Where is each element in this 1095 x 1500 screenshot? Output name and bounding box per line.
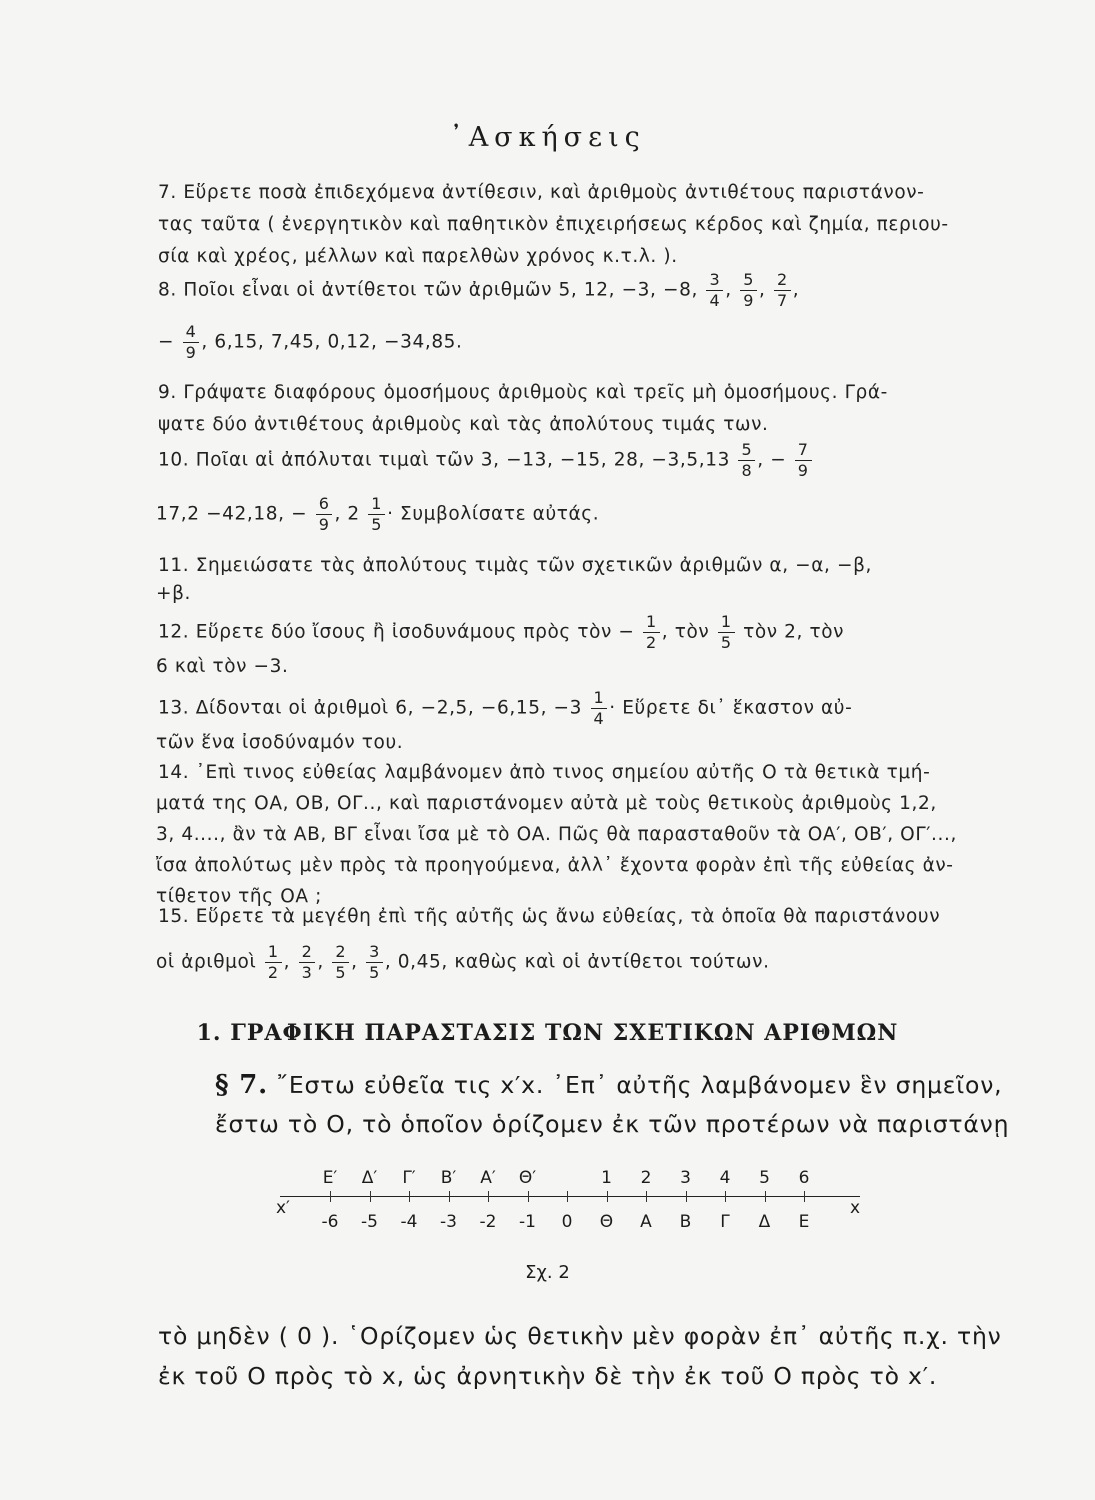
fraction: $\frac{2}{3}$: [299, 942, 316, 983]
tick-label-top: 4: [719, 1168, 731, 1188]
axis-tick: [725, 1191, 726, 1202]
fraction: $\frac{2}{5}$: [332, 942, 349, 983]
ex8-text: 8. Ποῖοι εἶναι οἱ ἀντίθετοι τῶν ἀριθμῶν 5, 12, −3, −8,: [158, 279, 698, 301]
ex12-line1: 12. Εὕρετε δύο ἴσους ἢ ἰσοδυνάμους πρὸς τὸν − $\frac{1}{2}$ , τὸν $\frac{1}{5}$ τὸν 2, τὸν: [158, 612, 845, 652]
ex7-line1: 7. Εὕρετε ποσὰ ἐπιδεχόμενα ἀντίθεσιν, καὶ ἀριθμοὺς ἀντιθέτους παριστάνον-: [158, 182, 925, 203]
para7-line1: § 7. ῎Εστω εὐθεῖα τις x′x. ᾿Επ᾿ αὐτῆς λαμβάνομεν ἓν σημεῖον,: [215, 1070, 1003, 1100]
ex8-rest: , 6,15, 7,45, 0,12, −34,85.: [201, 331, 463, 353]
tick-label-top: Β′: [440, 1168, 457, 1188]
axis-tick: [567, 1191, 568, 1202]
tick-label-bottom: Β: [679, 1212, 692, 1232]
fraction: $\frac{1}{2}$: [643, 612, 660, 653]
tick-label-bottom: 0: [561, 1212, 573, 1232]
tick-label-bottom: -5: [361, 1212, 378, 1232]
fraction: $\frac{1}{4}$: [591, 688, 608, 729]
para7-line2: ἔστω τὸ Ο, τὸ ὁποῖον ὁρίζομεν ἐκ τῶν προτέρων νὰ παριστάνῃ: [215, 1110, 1010, 1138]
axis-left-label: x′: [276, 1198, 290, 1218]
axis-tick: [528, 1191, 529, 1202]
ex10-line2: 17,2 −42,18, − $\frac{6}{9}$ , 2 $\frac{1}{5}$ · Συμβολίσατε αὐτάς.: [156, 494, 600, 534]
fraction: $\frac{7}{9}$: [795, 440, 812, 481]
ex14-line5: τίθετον τῆς ΟΑ ;: [156, 886, 322, 907]
tick-label-bottom: Γ: [720, 1212, 730, 1232]
fraction: $\frac{4}{9}$: [183, 322, 200, 363]
tick-label-top: 1: [601, 1168, 612, 1188]
tick-label-bottom: -2: [479, 1212, 497, 1232]
section-title: 1. ΓΡΑΦΙΚΗ ΠΑΡΑΣΤΑΣΙΣ ΤΩΝ ΣΧΕΤΙΚΩΝ ΑΡΙΘΜΩΝ: [196, 1020, 899, 1046]
ex15-line1: 15. Εὕρετε τὰ μεγέθη ἐπὶ τῆς αὐτῆς ὡς ἄνω εὐθείας, τὰ ὁποῖα θὰ παριστάνουν: [158, 906, 941, 927]
tick-label-top: Θ′: [518, 1168, 537, 1188]
ex13-line1: 13. Δίδονται οἱ ἀριθμοὶ 6, −2,5, −6,15, −3 $\frac{1}{4}$ · Εὕρετε δι᾿ ἕκαστον αὐ-: [158, 688, 853, 728]
closing-line2: ἐκ τοῦ Ο πρὸς τὸ x, ὡς ἀρνητικὴν δὲ τὴν ἐκ τοῦ Ο πρὸς τὸ x′.: [158, 1362, 938, 1390]
ex8-line1: 8. Ποῖοι εἶναι οἱ ἀντίθετοι τῶν ἀριθμῶν 5, 12, −3, −8, $\frac{3}{4}$ , $\frac{5}{9}$ , $\frac{2}{7}$ ,: [158, 270, 800, 310]
axis-tick: [607, 1191, 608, 1202]
axis-tick: [765, 1191, 766, 1202]
axis-tick: [370, 1191, 371, 1202]
fraction: $\frac{5}{9}$: [740, 270, 757, 311]
tick-label-top: Δ′: [361, 1168, 378, 1188]
ex8-line2: − $\frac{4}{9}$ , 6,15, 7,45, 0,12, −34,85.: [158, 322, 463, 362]
axis-tick: [330, 1191, 331, 1202]
ex10-line1: 10. Ποῖαι αἱ ἀπόλυται τιμαὶ τῶν 3, −13, −15, 28, −3,5,13 $\frac{5}{8}$ , − $\frac{7}{9}$: [158, 440, 814, 481]
axis-tick: [409, 1191, 410, 1202]
ex9-line1: 9. Γράψατε διαφόρους ὁμοσήμους ἀριθμοὺς καὶ τρεῖς μὴ ὁμοσήμους. Γρά-: [158, 382, 888, 403]
exercises-heading: ᾿Ασκήσεις: [449, 122, 646, 153]
axis-right-label: x: [850, 1198, 861, 1218]
fraction: $\frac{1}{2}$: [265, 942, 282, 983]
fraction: $\frac{6}{9}$: [316, 494, 333, 535]
tick-label-bottom: Ε: [798, 1212, 810, 1232]
axis-tick: [686, 1191, 687, 1202]
tick-label-top: 2: [640, 1168, 652, 1188]
axis-tick: [804, 1191, 805, 1202]
fraction: $\frac{5}{8}$: [738, 440, 755, 481]
tick-label-bottom: Α: [640, 1212, 652, 1232]
axis-tick: [646, 1191, 647, 1202]
tick-label-top: Ε′: [322, 1168, 338, 1188]
tick-label-bottom: -4: [400, 1212, 418, 1232]
tick-label-top: Γ′: [402, 1168, 416, 1188]
fraction: $\frac{2}{7}$: [774, 270, 791, 311]
fraction: $\frac{1}{5}$: [718, 612, 735, 653]
ex14-line4: ἴσα ἀπολύτως μὲν πρὸς τὰ προηγούμενα, ἀλλ᾿ ἔχοντα φορὰν ἐπὶ τῆς εὐθείας ἀν-: [156, 855, 954, 876]
fraction: $\frac{1}{5}$: [368, 494, 385, 535]
ex14-line2: ματά της ΟΑ, ΟΒ, ΟΓ.., καὶ παριστάνομεν αὐτὰ μὲ τοὺς θετικοὺς ἀριθμοὺς 1,2,: [156, 793, 937, 814]
ex11-line2: +β.: [156, 583, 191, 604]
tick-label-top: 6: [798, 1168, 810, 1188]
tick-label-bottom: -1: [519, 1212, 536, 1232]
tick-label-top: 3: [680, 1168, 691, 1188]
ex14-line1: 14. ᾿Επὶ τινος εὐθείας λαμβάνομεν ἀπὸ τινος σημείου αὐτῆς Ο τὰ θετικὰ τμή-: [158, 762, 931, 783]
ex14-line3: 3, 4...., ἂν τὰ ΑΒ, ΒΓ εἶναι ἴσα μὲ τὸ ΟΑ. Πῶς θὰ παρασταθοῦν τὰ ΟΑ′, ΟΒ′, ΟΓ′...,: [156, 824, 957, 845]
tick-label-top: 5: [759, 1168, 770, 1188]
ex7-line3: σία καὶ χρέος, μέλλων καὶ παρελθὼν χρόνος κ.τ.λ. ).: [158, 246, 678, 267]
tick-label-top: Α′: [480, 1168, 496, 1188]
fraction: $\frac{3}{5}$: [366, 942, 383, 983]
ex15-line2: οἱ ἀριθμοὶ $\frac{1}{2}$ , $\frac{2}{3}$ , $\frac{2}{5}$ , $\frac{3}{5}$ , 0,45, καθὼς καὶ οἱ ἀντίθετοι τούτων.: [156, 942, 770, 982]
axis-line: [280, 1196, 860, 1197]
figure-caption: Σχ. 2: [525, 1262, 570, 1283]
fraction: $\frac{3}{4}$: [706, 270, 723, 311]
tick-label-bottom: Θ: [599, 1212, 614, 1232]
paragraph-number: § 7.: [215, 1070, 268, 1100]
ex7-line2: τας ταῦτα ( ἐνεργητικὸν καὶ παθητικὸν ἐπιχειρήσεως κέρδος καὶ ζημία, περιου-: [158, 214, 949, 235]
axis-tick: [488, 1191, 489, 1202]
ex12-line2: 6 καὶ τὸν −3.: [156, 656, 289, 677]
ex9-line2: ψατε δύο ἀντιθέτους ἀριθμοὺς καὶ τὰς ἀπολύτους τιμάς των.: [158, 414, 769, 435]
tick-label-bottom: -3: [440, 1212, 457, 1232]
ex11-line1: 11. Σημειώσατε τὰς ἀπολύτους τιμὰς τῶν σχετικῶν ἀριθμῶν α, −α, −β,: [158, 555, 873, 576]
tick-label-bottom: -6: [321, 1212, 339, 1232]
closing-line1: τὸ μηδὲν ( 0 ). ῾Ορίζομεν ὡς θετικὴν μὲν φορὰν ἐπ᾿ αὐτῆς π.χ. τὴν: [158, 1322, 1002, 1350]
ex13-line2: τῶν ἕνα ἰσοδύναμόν του.: [156, 732, 404, 753]
axis-tick: [449, 1191, 450, 1202]
tick-label-bottom: Δ: [758, 1212, 771, 1232]
